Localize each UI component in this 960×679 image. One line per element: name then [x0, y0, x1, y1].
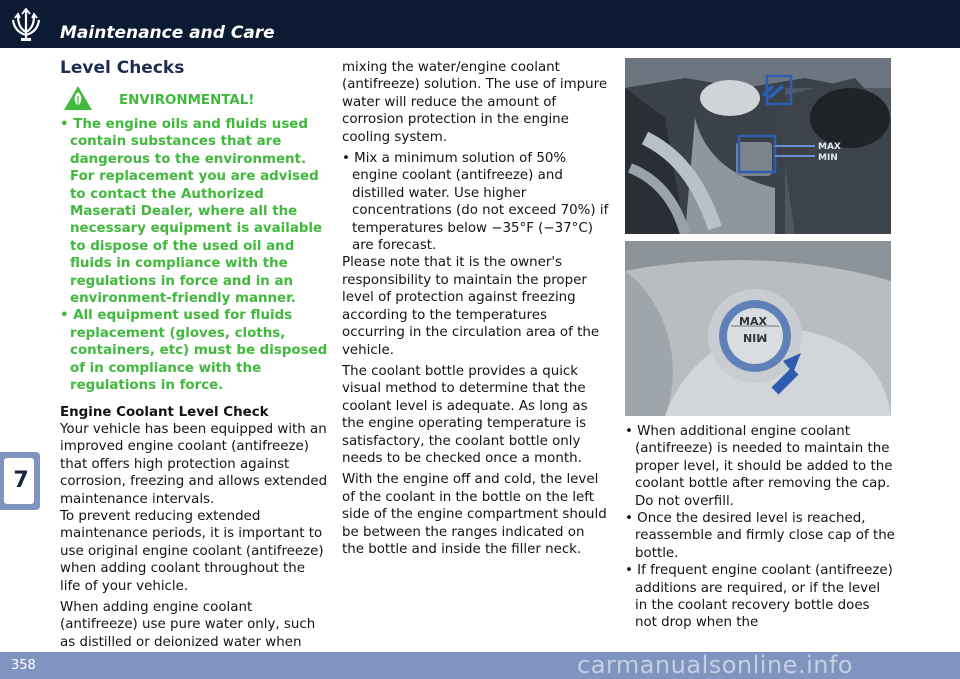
- chapter-number: 7: [13, 468, 29, 493]
- bullet-item: • Mix a minimum solution of 50% engine coolant (antifreeze) and distilled water. Use higher concentrations (do not exceed 70%) if temperatures below −35°F (−37°C) are forecast.: [342, 151, 609, 254]
- column-left: [60, 58, 328, 655]
- section-title: Level Checks: [60, 58, 185, 78]
- paragraph: Please note that it is the owner's responsibility to maintain the proper level of protection against freezing according to the temperatures occurring in the circulation area of the vehicle.: [342, 255, 600, 358]
- paragraph: When adding engine coolant (antifreeze) use pure water only, such as distilled or deionized water when: [60, 599, 316, 650]
- paragraph: To prevent reducing extended maintenance periods, it is important to use original engine coolant (antifreeze) when adding coolant throughout the life of your vehicle.: [60, 508, 324, 594]
- environmental-label: ENVIRONMENTAL!: [119, 93, 255, 108]
- cap-max-label: MAX: [739, 315, 767, 328]
- environmental-bullet: • The engine oils and fluids used contain substances that are dangerous to the environment. For replacement you are advised to contact the Authorized Maserati Dealer, where all the necessary equipment is available to dispose of the used oil and fluids in compliance with the regulations in force and in an environment-friendly manner.: [60, 117, 323, 307]
- environmental-bullet: • All equipment used for fluids replacement (gloves, cloths, containers, etc) must be disposed of in compliance with the regulations in force.: [60, 308, 328, 394]
- column-middle: [342, 59, 610, 562]
- bullet-item: • Once the desired level is reached, reassemble and firmly close cap of the bottle.: [625, 511, 895, 561]
- subsection-title: Engine Coolant Level Check: [60, 404, 269, 420]
- paragraph: mixing the water/engine coolant (antifreeze) solution. The use of impure water will reduce the amount of corrosion protection in the engine cooling system.: [342, 60, 608, 145]
- paragraph: With the engine off and cold, the level of the coolant in the bottle on the left side of the engine compartment should be between the ranges indicated on the bottle and inside the filler neck.: [342, 472, 607, 557]
- bullet-item: • If frequent engine coolant (antifreeze) additions are required, or if the level in the coolant recovery bottle does not drop when the: [625, 563, 893, 631]
- min-label: MIN: [818, 153, 838, 163]
- environmental-warning-icon: [63, 85, 93, 111]
- chapter-tab: [0, 452, 40, 510]
- watermark: carmanualsonline.info: [577, 651, 854, 679]
- column-right: [625, 423, 895, 632]
- header-title: Maintenance and Care: [60, 23, 275, 43]
- bullet-item: • When additional engine coolant (antifreeze) is needed to maintain the proper level, it should be added to the coolant bottle after removing the cap. Do not overfill.: [625, 424, 893, 509]
- page-number: 358: [11, 658, 36, 673]
- maserati-trident-icon: [8, 8, 44, 42]
- environmental-notice-header: [60, 86, 328, 114]
- paragraph: Your vehicle has been equipped with an improved engine coolant (antifreeze) that offers high protection against corrosion, freezing and allows extended maintenance intervals.: [60, 421, 328, 507]
- cap-min-label: MIN: [743, 331, 768, 344]
- engine-compartment-photo: [625, 58, 891, 234]
- coolant-cap-photo: [625, 241, 891, 416]
- header-bar: [0, 0, 960, 48]
- paragraph: The coolant bottle provides a quick visual method to determine that the coolant level is adequate. As long as the engine operating temperature is satisfactory, the coolant bottle only needs to be checked once a month.: [342, 363, 588, 466]
- max-label: MAX: [818, 142, 841, 152]
